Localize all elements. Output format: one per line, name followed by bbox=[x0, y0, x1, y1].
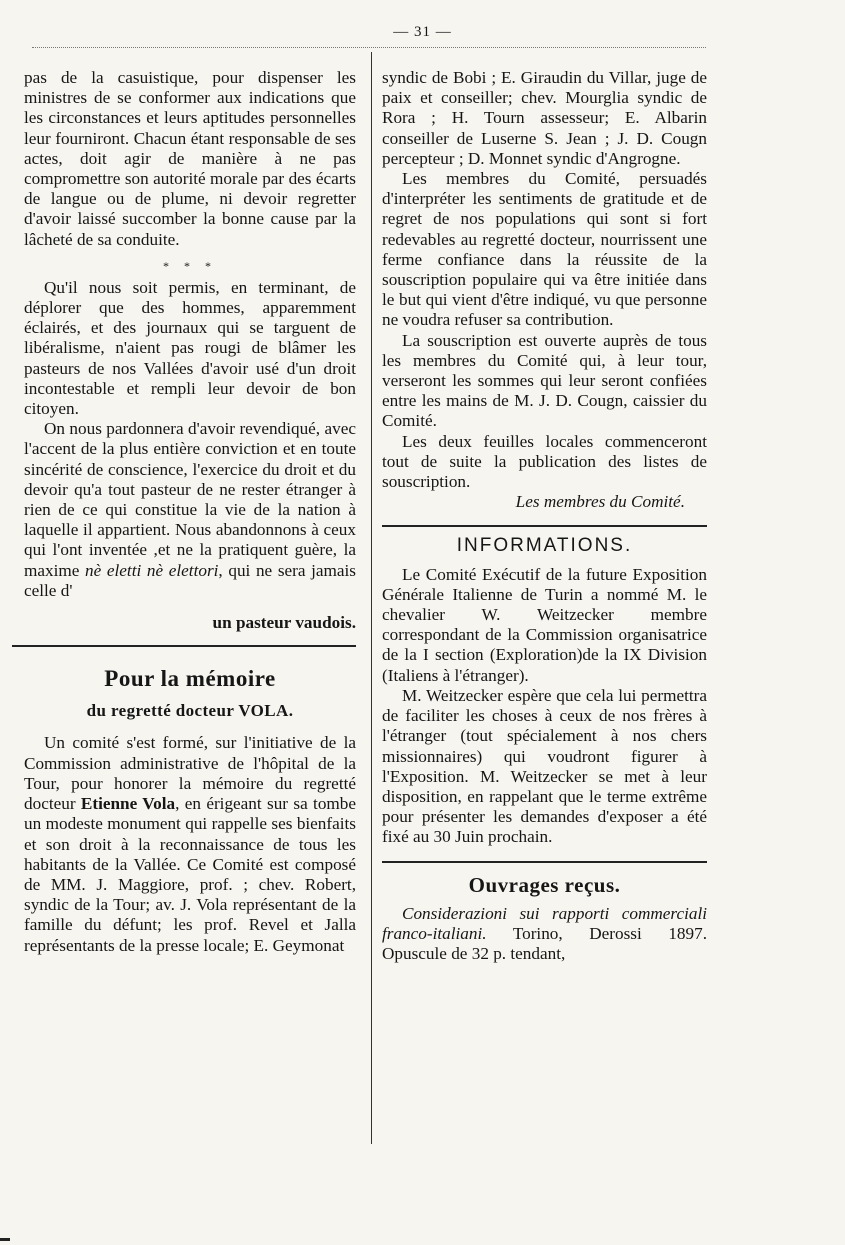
paragraph: pas de la casuistique, pour dispenser les ministres de se conformer aux indications que les circonstances et leurs aptitudes personnelles leur fourniront. Chacun étant responsable de ses actes, doit agir de manière à ne pas compromettre son autorité morale par des écarts de langue ou de plume, ni devoir regretter d'avoir laissé succomber la bonne cause par la lâcheté de sa conduite. bbox=[24, 68, 356, 249]
italic-phrase: nè eletti nè elettori bbox=[85, 560, 219, 580]
paragraph: La souscription est ouverte auprès de tous les membres du Comité qui, à leur tour, verseront les sommes qui leur seront confiées entre les mains de M. J. D. Cougn, caissier du Comité. bbox=[382, 330, 707, 431]
book-title: Considerazioni sui rapporti commerciali franco-italiani. bbox=[382, 903, 707, 943]
bold-name: Etienne Vola bbox=[80, 794, 176, 814]
paragraph: Un comité s'est formé, sur l'initiative de la Commission administrative de l'hôpital de la Tour, pour honorer la mémoire du regretté docteur Etienne Vola, en érigeant sur sa tombe un modeste monument qui rappelle ses bienfaits et son droit à la reconnaissance de tous les habitants de la Vallée. Ce Comité est composé de MM. J. Maggiore, prof. ; chev. Robert, syndic de la Tour; av. J. Vola représentant de la famille du défunt; les prof. Revel et Jalla représentants de la presse locale; E. Geymonat bbox=[24, 733, 357, 955]
article-signature: un pasteur vaudois. bbox=[212, 613, 356, 633]
paragraph: Le Comité Exécutif de la future Exposition Générale Italienne de Turin a nommé M. le chevalier W. Weitzecker membre correspondant de la Commission organisatrice de la I section (Exploration)de la IX Division (Italiens à l'étranger). bbox=[382, 564, 707, 685]
header-rule bbox=[32, 47, 706, 48]
paragraph: Considerazioni sui rapporti commerciali franco-italiani. Torino, Derossi 1897. Opuscule de 32 p. tendant, bbox=[382, 903, 707, 963]
section-headline: Ouvrages reçus. bbox=[468, 872, 621, 897]
committee-signature: Les membres du Comité. bbox=[515, 492, 685, 512]
section-rule bbox=[382, 525, 707, 527]
article-subheadline: du regretté docteur VOLA. bbox=[86, 701, 294, 721]
section-rule bbox=[382, 861, 707, 863]
section-rule bbox=[12, 645, 356, 647]
paragraph: Les deux feuilles locales commenceront tout de suite la publication des listes de souscription. bbox=[382, 431, 707, 492]
paragraph: M. Weitzecker espère que cela lui permettra de faciliter les choses à ceux de nos frères à l'étranger (tout spécialement à nos chers missionnaires) qui voudront figurer à l'Exposition. M. Weitzecker se met à leur disposition, en rappelant que le terme extrême pour présenter les demandes d'exposer a été fixé au 30 Juin prochain. bbox=[382, 685, 707, 847]
paragraph: Les membres du Comité, persuadés d'interpréter les sentiments de gratitude et de regret de nos populations qui sont si fort redevables au regretté docteur, nourrissent une ferme confiance dans la réussite de la souscription populaire qui va être initiée dans le but qui vient d'être indiqué, vu que personne ne voudra refuser sa contribution. bbox=[382, 169, 707, 330]
page-number: — 31 — bbox=[393, 24, 452, 40]
scan-mark bbox=[0, 1238, 10, 1241]
article-headline: Pour la mémoire bbox=[104, 666, 276, 692]
right-column bbox=[382, 68, 707, 964]
column-divider bbox=[371, 52, 372, 1144]
asterism: * * * bbox=[163, 258, 217, 273]
paragraph: On nous pardonnera d'avoir revendiqué, avec l'accent de la plus entière conviction et en toute sincérité de conscience, l'exercice du droit et du devoir qu'a tout pasteur de ne rester étranger à rien de ce qui constitue la vie de la nation à laquelle il appartient. Nous abandonnons à ceux qui l'ont inventée ,et ne la pratiquent guère, la maxime nè eletti nè elettori, qui ne sera jamais celle d' bbox=[24, 419, 356, 600]
section-title: INFORMATIONS. bbox=[456, 535, 633, 557]
left-column bbox=[24, 68, 356, 956]
paragraph: syndic de Bobi ; E. Giraudin du Villar, juge de paix et conseiller; chev. Mourglia syndic de Rora ; H. Tourn assesseur; E. Albarin conseiller de Luserne S. Jean ; J. D. Cougn percepteur ; D. Monnet syndic d'Angrogne. bbox=[382, 68, 707, 168]
paragraph: Qu'il nous soit permis, en terminant, de déplorer que des hommes, apparemment éclairés, et des journaux qui se targuent de libéralisme, n'aient pas rougi de blâmer les pasteurs de nos Vallées d'avoir usé d'un droit incontestable et rempli leur devoir de bon citoyen. bbox=[24, 277, 356, 419]
